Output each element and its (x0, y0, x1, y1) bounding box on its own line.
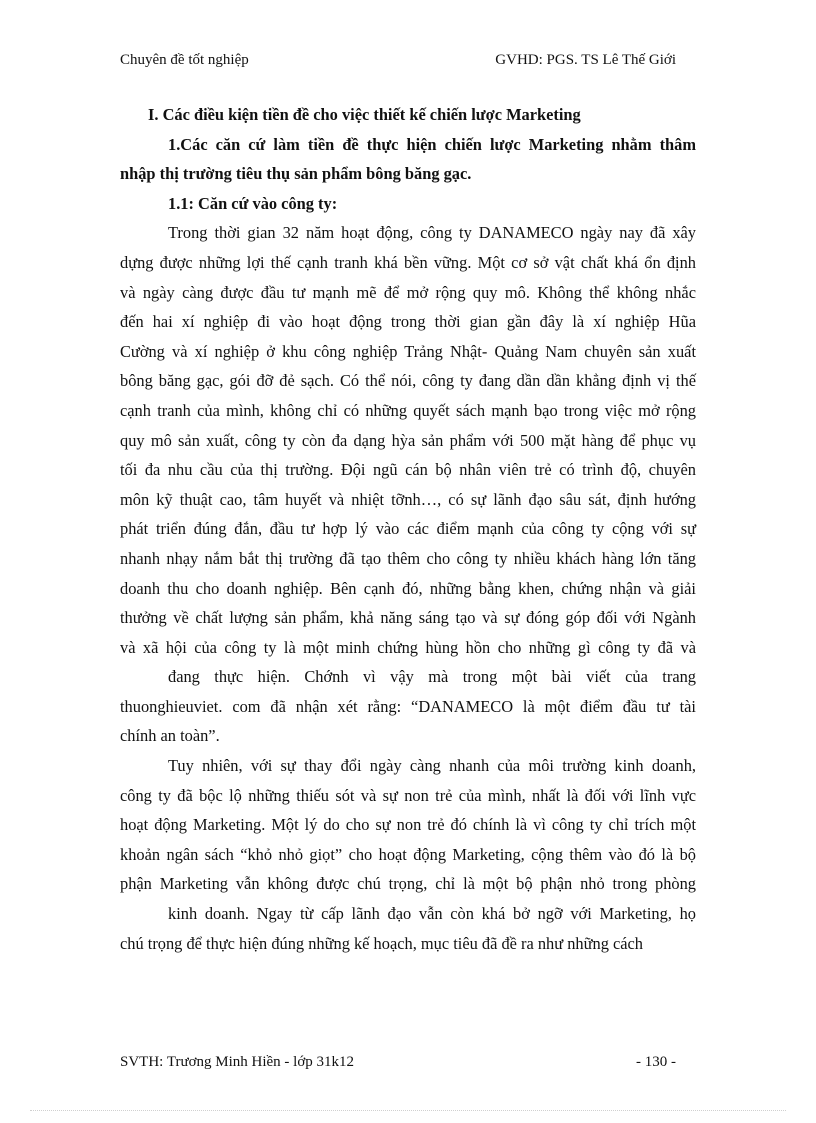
sub-subheading: 1.1: Căn cứ vào công ty: (168, 193, 338, 213)
footer-author: SVTH: Trương Minh Hiền - lớp 31k12 (120, 1054, 355, 1070)
text-line: môn kỹ thuật cao, tâm huyết và nhiệt tỡnh…, có sự lãnh đạo sâu sát, định hướng (120, 489, 696, 509)
text-line: bông băng gạc, gói đỡ đẻ sạch. Có thể nói, công ty đang dần dần khẳng định vị thế (120, 371, 696, 391)
text-line: Cường và xí nghiệp ở khu công nghiệp Trảng Nhật- Quảng Nam chuyên sản xuất (120, 341, 696, 361)
text-line: đến hai xí nghiệp đi vào hoạt động trong thời gian gần đây là xí nghiệp Hũa (120, 312, 696, 332)
paragraph-1 (120, 218, 696, 751)
text-line: Tuy nhiên, với sự thay đổi ngày càng nhanh của môi trường kinh doanh, (168, 756, 696, 776)
text-line: chính an toàn”. (120, 726, 220, 746)
section-heading: I. Các điều kiện tiền đề cho việc thiết kế chiến lược Marketing (148, 105, 581, 124)
text-line: thuonghieuviet. com đã nhận xét rằng: “DANAMECO là một điểm đầu tư tài (120, 696, 696, 716)
page-header (120, 52, 676, 74)
paragraph-2 (120, 751, 696, 958)
text-line: phận Marketing vẫn không được chú trọng, chỉ là một bộ phận nhỏ trong phòng (120, 874, 696, 894)
page-number: - 130 - (636, 1054, 676, 1070)
text-line: nhanh nhạy nắm bắt thị trường đã tạo thêm cho công ty nhiều khách hàng lớn tăng (120, 548, 696, 568)
text-line: công ty đã bộc lộ những thiếu sót và sự non trẻ của mình, nhất là đối với lĩnh vực (120, 785, 696, 805)
header-right: GVHD: PGS. TS Lê Thế Giới (495, 52, 676, 68)
header-left: Chuyên đề tốt nghiệp (120, 52, 249, 68)
subheading-line: 1.Các căn cứ làm tiền đề thực hiện chiến lược Marketing nhằm thâm (168, 134, 696, 154)
text-line: hoạt động Marketing. Một lý do cho sự non trẻ đó chính là vì công ty chỉ trích một (120, 815, 696, 835)
text-line: khoản ngân sách “khỏ nhỏ giọt” cho hoạt động Marketing, cộng thêm vào đó là bộ (120, 844, 696, 864)
text-line: Trong thời gian 32 năm hoạt động, công ty DANAMECO ngày nay đã xây (168, 223, 696, 243)
text-line: cạnh tranh của mình, không chỉ có những quyết sách mạnh bạo trong việc mở rộng (120, 400, 696, 420)
text-line: phát triển đúng đắn, đầu tư hợp lý vào các điểm mạnh của công ty cộng với sự (120, 519, 696, 539)
text-line: thưởng về chất lượng sản phẩm, khả năng sáng tạo và sự đóng góp đối với Ngành (120, 608, 696, 628)
page-edge-divider (30, 1110, 786, 1111)
text-line: và xã hội của công ty là một minh chứng hùng hồn cho những gì công ty đã và (120, 637, 696, 657)
text-line: và ngày càng được đầu tư mạnh mẽ để mở rộng quy mô. Không thể không nhắc (120, 282, 696, 302)
page-body (120, 100, 696, 958)
page-footer (120, 1054, 676, 1076)
text-line: doanh thu cho doanh nghiệp. Bên cạnh đó, những bằng khen, chứng nhận và giải (120, 578, 696, 598)
text-line: quy mô sản xuất, công ty còn đa dạng hỳa sản phẩm với 500 mặt hàng để phục vụ (120, 430, 696, 450)
text-line: đang thực hiện. Chớnh vì vậy mà trong một bài viết của trang (168, 667, 696, 687)
text-line: dựng được những lợi thế cạnh tranh khá bền vững. Một cơ sở vật chất khá ổn định (120, 252, 696, 272)
text-line: tối đa nhu cầu của thị trường. Đội ngũ cán bộ nhân viên trẻ có trình độ, chuyên (120, 460, 696, 480)
text-line: kinh doanh. Ngay từ cấp lãnh đạo vẫn còn khá bở ngỡ với Marketing, họ (168, 904, 696, 924)
subheading-line: nhập thị trường tiêu thụ sản phẩm bông băng gạc. (120, 164, 472, 184)
text-line: chú trọng để thực hiện đúng những kế hoạch, mục tiêu đã đề ra như những cách (120, 933, 644, 953)
